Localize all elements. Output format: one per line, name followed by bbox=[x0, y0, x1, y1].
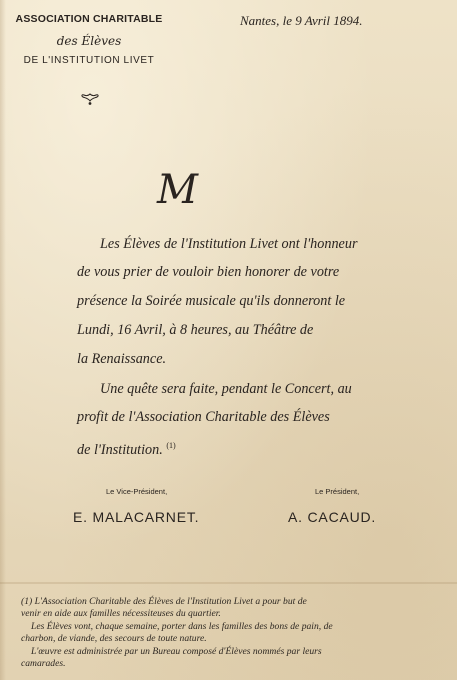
footnote-line: L'œuvre est administrée par un Bureau composé d'Élèves nommés par leurs bbox=[31, 646, 322, 657]
footnote-line: (1) L'Association Charitable des Élèves de l'Institution Livet a pour but de bbox=[21, 596, 307, 607]
body-line: Lundi, 16 Avril, à 8 heures, au Théâtre de bbox=[77, 322, 314, 338]
paper-fold bbox=[0, 582, 457, 584]
footnote-mark: (1) bbox=[166, 441, 176, 450]
footnote-line: charbon, de viande, des secours de toute nature. bbox=[21, 633, 207, 644]
president-name: A. CACAUD. bbox=[288, 509, 377, 525]
body-line bbox=[77, 437, 176, 459]
body-line-text: de l'Institution. bbox=[77, 442, 163, 458]
body-line: Une quête sera faite, pendant le Concert, au bbox=[100, 381, 352, 397]
footnote-line: venir en aide aux familles nécessiteuses du quartier. bbox=[21, 608, 221, 619]
body-line: de vous prier de vouloir bien honorer de votre bbox=[77, 264, 340, 280]
vice-president-role: Le Vice-Président, bbox=[106, 487, 168, 496]
association-name: ASSOCIATION CHARITABLE bbox=[15, 13, 163, 25]
salutation: M bbox=[157, 167, 198, 213]
body-line: présence la Soirée musicale qu'ils donneront le bbox=[77, 293, 346, 309]
body-line: Les Élèves de l'Institution Livet ont l'honneur bbox=[100, 236, 358, 252]
institution-name: DE L'INSTITUTION LIVET bbox=[23, 55, 155, 66]
paper-edge-shadow bbox=[0, 0, 6, 680]
body-line: la Renaissance. bbox=[77, 351, 167, 367]
letter-date: Nantes, le 9 Avril 1894. bbox=[240, 13, 363, 28]
association-subtitle: des Élèves bbox=[56, 34, 122, 48]
footnote-line: Les Élèves vont, chaque semaine, porter dans les familles des bons de pain, de bbox=[31, 621, 333, 632]
vice-president-name: E. MALACARNET. bbox=[73, 509, 200, 525]
footnote-line: camarades. bbox=[21, 658, 66, 669]
fleuron-icon bbox=[80, 92, 100, 106]
president-role: Le Président, bbox=[315, 487, 360, 496]
body-line: profit de l'Association Charitable des Élèves bbox=[77, 409, 330, 425]
